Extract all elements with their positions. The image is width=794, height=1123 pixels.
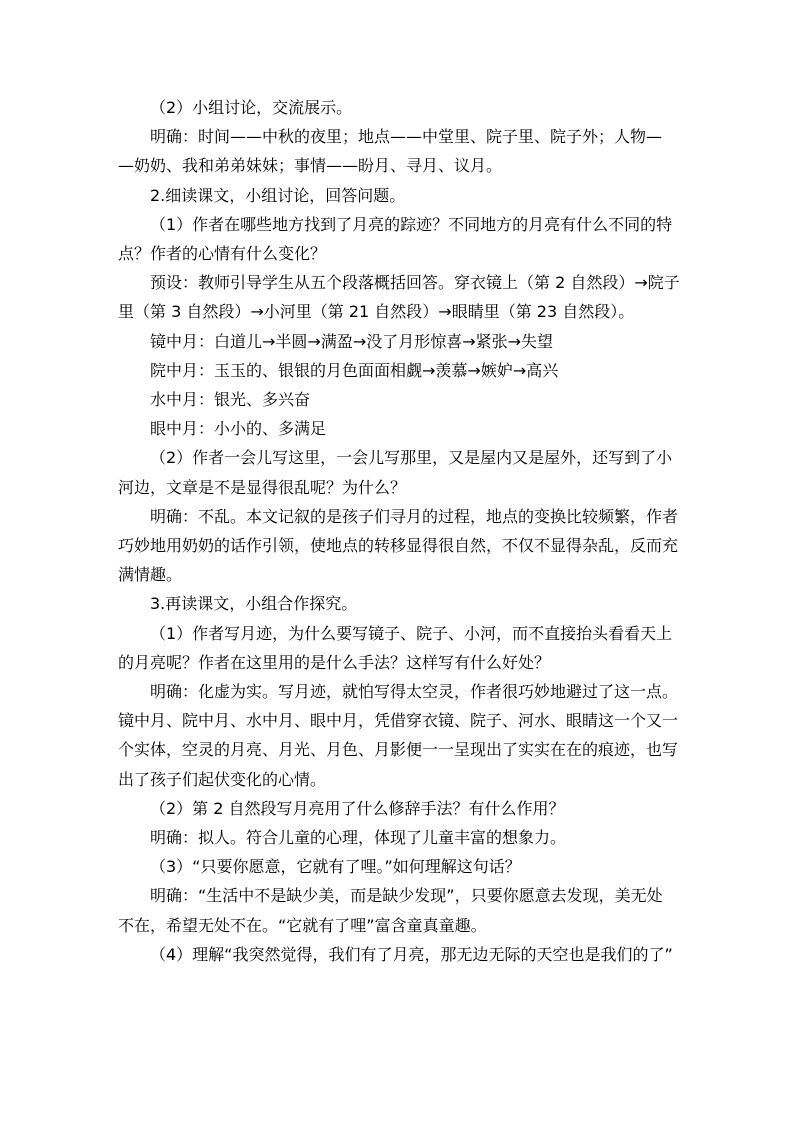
text-line: 明确：不乱。本文记叙的是孩子们寻月的过程，地点的变换比较频繁，作者 [150,506,679,526]
text-line: 镜中月：白道儿→半圆→满盈→没了月形惊喜→紧张→失望 [150,331,554,351]
text-line: 河边，文章是不是显得很乱呢？为什么？ [118,477,407,497]
text-line: （2）作者一会儿写这里，一会儿写那里，又是屋内又是屋外，还写到了小 [150,448,673,468]
text-line: 预设：教师引导学生从五个段落概括回答。穿衣镜上（第 2 自然段）→院子 [150,273,680,293]
text-line: 巧妙地用奶奶的话作引领，使地点的转移显得很自然，不仅不显得杂乱，反而充 [118,536,679,556]
text-line: 的月亮呢？作者在这里用的是什么手法？这样写有什么好处？ [118,652,551,672]
text-line: （2）第 2 自然段写月亮用了什么修辞手法？有什么作用？ [150,798,565,818]
document-body [118,93,683,969]
text-line: 2.细读课文，小组讨论，回答问题。 [150,185,406,205]
text-line: 出了孩子们起伏变化的心情。 [118,769,327,789]
text-line: （3）“只要你愿意，它就有了哩。”如何理解这句话？ [150,857,521,877]
text-line: （1）作者写月迹，为什么要写镜子、院子、小河，而不直接抬头看看天上 [150,623,673,643]
text-line: （1）作者在哪些地方找到了月亮的踪迹？不同地方的月亮有什么不同的特 [150,214,673,234]
text-line: 明确：化虚为实。写月迹，就怕写得太空灵，作者很巧妙地避过了这一点。 [150,682,679,702]
text-line: 明确：“生活中不是缺少美，而是缺少发现”，只要你愿意去发现，美无处 [150,886,663,906]
text-line: 镜中月、院中月、水中月、眼中月，凭借穿衣镜、院子、河水、眼睛这一个又一 [118,711,679,731]
text-line: （4）理解“我突然觉得，我们有了月亮，那无边无际的天空也是我们的了” [150,944,673,964]
text-line: 院中月：玉玉的、银银的月色面面相觑→羡慕→嫉妒→高兴 [150,360,559,380]
text-line: 不在，希望无处不在。“它就有了哩”富含童真童趣。 [118,915,487,935]
text-line: 明确：拟人。符合儿童的心理，体现了儿童丰富的想象力。 [150,828,567,848]
text-line: 满情趣。 [118,565,183,585]
text-line: 水中月：银光、多兴奋 [150,390,311,410]
text-line: 3.再读课文，小组合作探究。 [150,594,358,614]
text-line: 点？作者的心情有什么变化？ [118,244,327,264]
text-line: 里（第 3 自然段）→小河里（第 21 自然段）→眼睛里（第 23 自然段）。 [118,302,635,322]
text-line: 个实体，空灵的月亮、月光、月色、月影便一一呈现出了实实在在的痕迹，也写 [118,740,679,760]
text-line: —奶奶、我和弟弟妹妹；事情——盼月、寻月、议月。 [118,156,503,176]
text-line: （2）小组讨论，交流展示。 [150,98,353,117]
text-line: 明确：时间——中秋的夜里；地点——中堂里、院子里、院子外；人物— [150,127,663,147]
text-line: 眼中月：小小的、多满足 [150,419,327,439]
